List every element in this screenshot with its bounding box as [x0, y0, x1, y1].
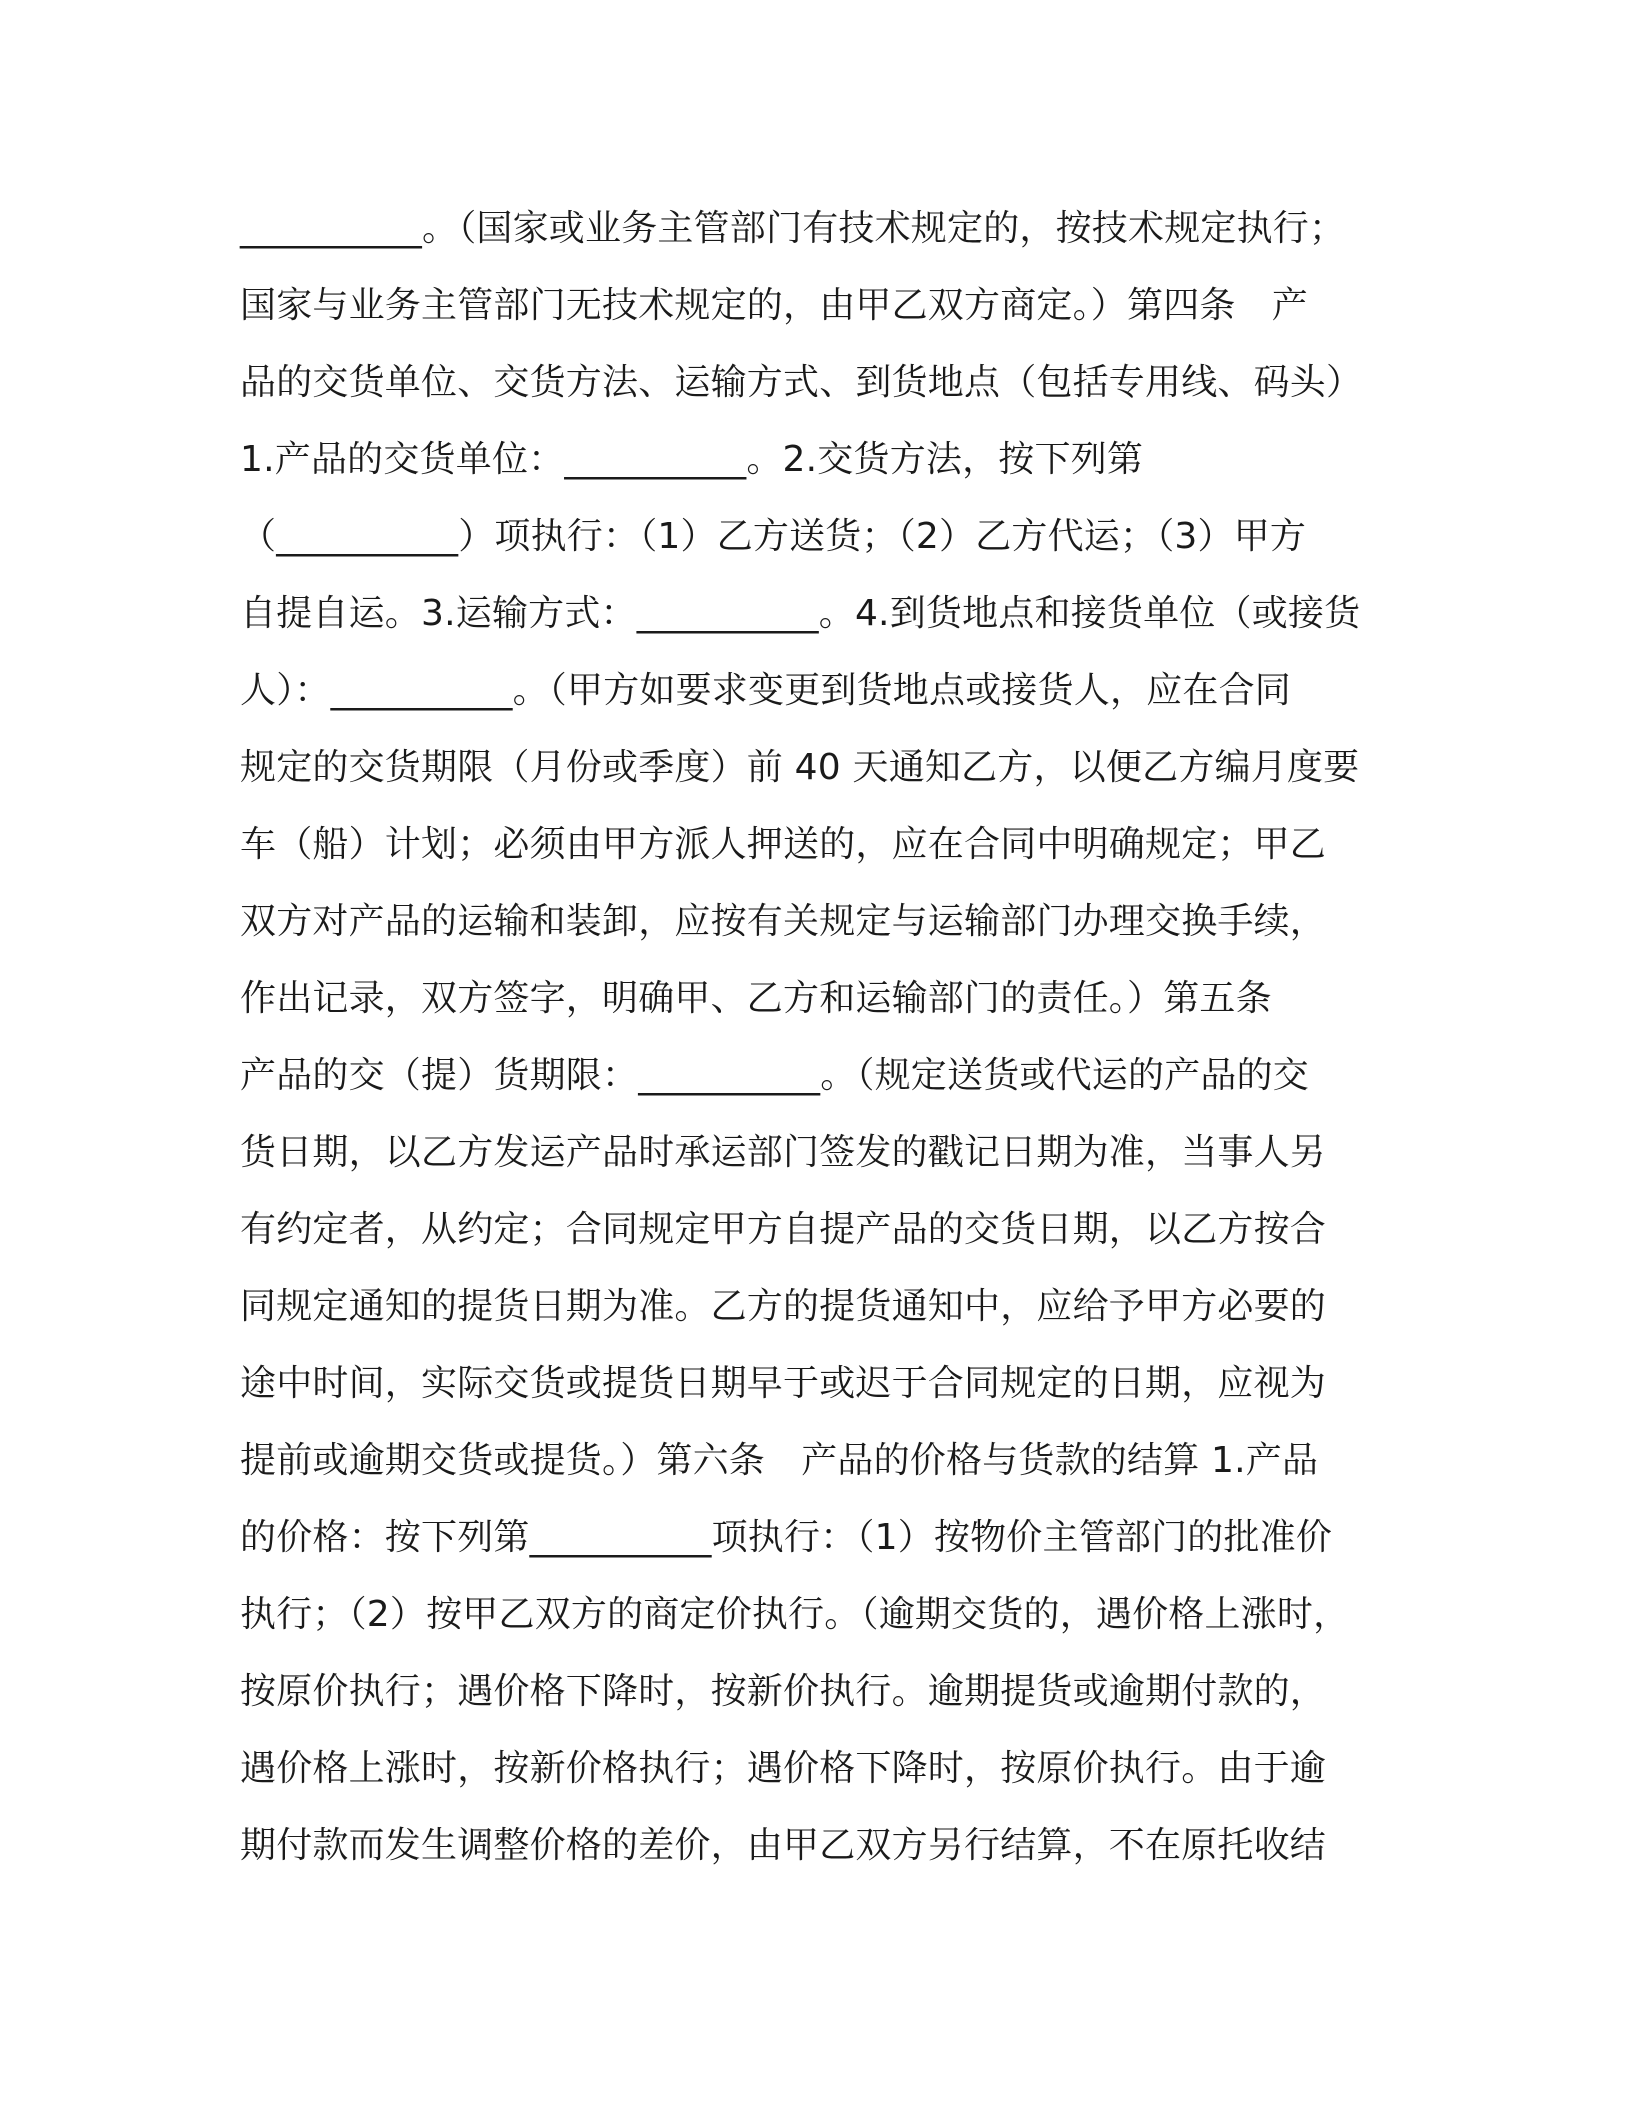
text-line: 车（船）计划；必须由甲方派人押送的，应在合同中明确规定；甲乙: [240, 824, 1327, 865]
text-line: 有约定者，从约定；合同规定甲方自提产品的交货日期，以乙方按合: [240, 1209, 1327, 1250]
text-line: __________。（国家或业务主管部门有技术规定的，按技术规定执行；: [240, 208, 1346, 249]
text-line: 双方对产品的运输和装卸，应按有关规定与运输部门办理交换手续，: [240, 901, 1327, 942]
text-line: 1.产品的交货单位：__________。2.交货方法，按下列第: [240, 439, 1144, 480]
text-line: 按原价执行；遇价格下降时，按新价执行。逾期提货或逾期付款的，: [240, 1671, 1327, 1712]
text-line: 货日期，以乙方发运产品时承运部门签发的戳记日期为准，当事人另: [240, 1132, 1327, 1173]
text-line: 国家与业务主管部门无技术规定的，由甲乙双方商定。）第四条 产: [240, 285, 1309, 326]
text-line: 产品的交（提）货期限：__________。（规定送货或代运的产品的交: [240, 1055, 1310, 1096]
text-line: 遇价格上涨时，按新价格执行；遇价格下降时，按原价执行。由于逾: [240, 1748, 1327, 1789]
text-line: （__________）项执行：（1）乙方送货；（2）乙方代运；（3）甲方: [240, 516, 1307, 557]
text-line: 自提自运。3.运输方式：__________。4.到货地点和接货单位（或接货: [240, 593, 1361, 634]
contract-text-body: [240, 190, 1400, 1884]
text-line: 的价格：按下列第__________项执行：（1）按物价主管部门的批准价: [240, 1517, 1333, 1558]
text-line: 提前或逾期交货或提货。）第六条 产品的价格与货款的结算 1.产品: [240, 1440, 1319, 1481]
text-line: 作出记录，双方签字，明确甲、乙方和运输部门的责任。）第五条: [240, 978, 1272, 1019]
text-line: 品的交货单位、交货方法、运输方式、到货地点（包括专用线、码头）: [240, 362, 1363, 403]
text-line: 人）：__________。（甲方如要求变更到货地点或接货人，应在合同: [240, 670, 1292, 711]
text-line: 规定的交货期限（月份或季度）前 40 天通知乙方，以便乙方编月度要: [240, 747, 1360, 788]
text-line: 途中时间，实际交货或提货日期早于或迟于合同规定的日期，应视为: [240, 1363, 1327, 1404]
text-line: 期付款而发生调整价格的差价，由甲乙双方另行结算，不在原托收结: [240, 1825, 1327, 1866]
text-line: 同规定通知的提货日期为准。乙方的提货通知中，应给予甲方必要的: [240, 1286, 1327, 1327]
text-line: 执行；（2）按甲乙双方的商定价执行。（逾期交货的，遇价格上涨时，: [240, 1594, 1350, 1635]
